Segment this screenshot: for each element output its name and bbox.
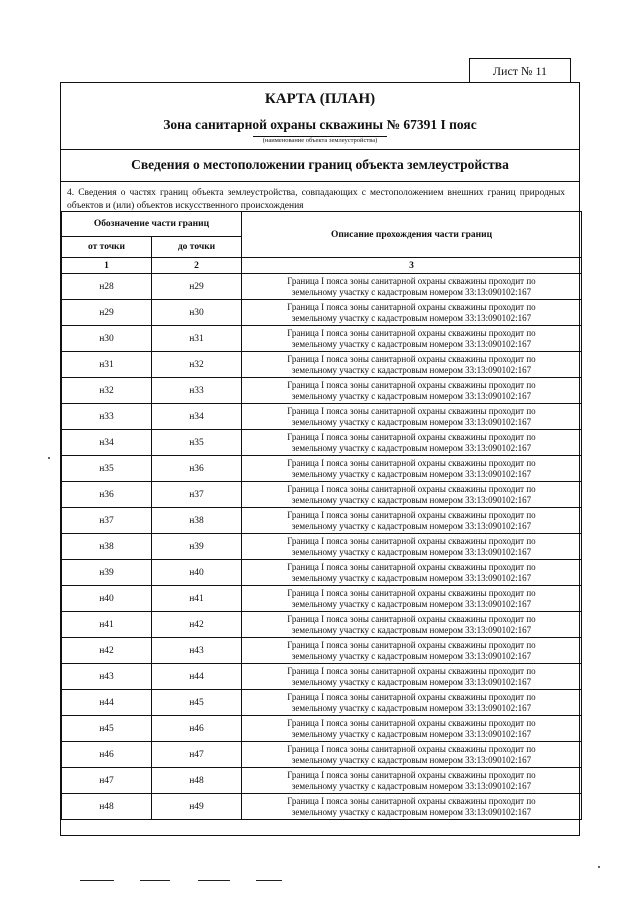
to-point: н49 [152,794,242,820]
from-point: н48 [62,794,152,820]
description-line-2: земельному участку с кадастровым номером 33:13:090102:167 [291,780,532,791]
table-row [62,456,582,482]
to-header: до точки [152,237,242,258]
table-row [62,378,582,404]
from-point: н32 [62,378,152,404]
description-line-1: Граница I пояса зоны санитарной охраны скважины проходит по [287,535,536,546]
desc-header: Описание прохождения части границ [242,212,582,258]
description-line-1: Граница I пояса зоны санитарной охраны скважины проходит по [287,691,536,702]
from-point: н39 [62,560,152,586]
table-row [62,352,582,378]
scan-mark [140,880,170,881]
description-line-2: земельному участку с кадастровым номером 33:13:090102:167 [291,364,532,375]
table-row [62,716,582,742]
description-line-2: земельному участку с кадастровым номером 33:13:090102:167 [291,702,532,713]
to-point: н44 [152,664,242,690]
page-subtitle: Зона санитарной охраны скважины № 67391 I пояс [163,117,477,132]
object-caption-text: (наименование объекта землеустройства) [253,136,388,144]
scan-mark [80,880,114,881]
group-header: Обозначение части границ [62,212,242,237]
col-number: 1 [62,258,152,274]
table-row [62,326,582,352]
boundary-description [242,508,582,534]
from-point: н33 [62,404,152,430]
description-line-2: земельному участку с кадастровым номером 33:13:090102:167 [291,338,532,349]
from-header: от точки [62,237,152,258]
description-line-1: Граница I пояса зоны санитарной охраны скважины проходит по [287,717,536,728]
boundary-description [242,300,582,326]
description-line-1: Граница I пояса зоны санитарной охраны скважины проходит по [287,405,536,416]
boundary-description [242,352,582,378]
scan-mark [198,880,230,881]
boundary-description [242,768,582,794]
description-line-1: Граница I пояса зоны санитарной охраны скважины проходит по [287,275,536,286]
from-point: н35 [62,456,152,482]
description-line-1: Граница I пояса зоны санитарной охраны скважины проходит по [287,431,536,442]
description-line-1: Граница I пояса зоны санитарной охраны скважины проходит по [287,561,536,572]
table-row [62,664,582,690]
to-point: н29 [152,274,242,300]
to-point: н42 [152,612,242,638]
from-point: н44 [62,690,152,716]
description-line-2: земельному участку с кадастровым номером 33:13:090102:167 [291,624,532,635]
boundary-description [242,742,582,768]
table-row [62,560,582,586]
description-line-2: земельному участку с кадастровым номером 33:13:090102:167 [291,416,532,427]
description-line-1: Граница I пояса зоны санитарной охраны скважины проходит по [287,301,536,312]
description-line-1: Граница I пояса зоны санитарной охраны скважины проходит по [287,795,536,806]
description-line-1: Граница I пояса зоны санитарной охраны скважины проходит по [287,743,536,754]
object-caption [61,137,579,145]
description-line-1: Граница I пояса зоны санитарной охраны скважины проходит по [287,483,536,494]
description-line-2: земельному участку с кадастровым номером 33:13:090102:167 [291,650,532,661]
to-point: н43 [152,638,242,664]
boundary-description [242,274,582,300]
description-line-1: Граница I пояса зоны санитарной охраны скважины проходит по [287,639,536,650]
to-point: н33 [152,378,242,404]
document-frame [60,82,580,836]
to-point: н41 [152,586,242,612]
boundary-description [242,794,582,820]
to-point: н32 [152,352,242,378]
to-point: н34 [152,404,242,430]
boundary-description [242,534,582,560]
description-line-2: земельному участку с кадастровым номером 33:13:090102:167 [291,494,532,505]
description-line-1: Граница I пояса зоны санитарной охраны скважины проходит по [287,587,536,598]
description-line-2: земельному участку с кадастровым номером 33:13:090102:167 [291,676,532,687]
to-point: н31 [152,326,242,352]
table-row [62,612,582,638]
from-point: н43 [62,664,152,690]
boundary-table [61,211,582,820]
to-point: н45 [152,690,242,716]
to-point: н35 [152,430,242,456]
boundary-description [242,404,582,430]
to-point: н48 [152,768,242,794]
description-line-2: земельному участку с кадастровым номером 33:13:090102:167 [291,520,532,531]
description-line-1: Граница I пояса зоны санитарной охраны скважины проходит по [287,379,536,390]
description-line-2: земельному участку с кадастровым номером 33:13:090102:167 [291,546,532,557]
table-row [62,508,582,534]
from-point: н38 [62,534,152,560]
col-number: 2 [152,258,242,274]
to-point: н30 [152,300,242,326]
from-point: н34 [62,430,152,456]
page-title: КАРТА (ПЛАН) [264,91,376,107]
to-point: н37 [152,482,242,508]
from-point: н40 [62,586,152,612]
boundary-description [242,638,582,664]
from-point: н36 [62,482,152,508]
boundary-description [242,482,582,508]
description-line-2: земельному участку с кадастровым номером 33:13:090102:167 [291,312,532,323]
from-point: н42 [62,638,152,664]
boundary-description [242,586,582,612]
boundary-description [242,430,582,456]
scan-mark [256,880,282,881]
description-line-1: Граница I пояса зоны санитарной охраны скважины проходит по [287,613,536,624]
boundary-description [242,716,582,742]
description-line-2: земельному участку с кадастровым номером 33:13:090102:167 [291,468,532,479]
from-point: н37 [62,508,152,534]
from-point: н31 [62,352,152,378]
to-point: н46 [152,716,242,742]
description-line-1: Граница I пояса зоны санитарной охраны скважины проходит по [287,769,536,780]
to-point: н39 [152,534,242,560]
scan-dot [598,866,600,868]
to-point: н40 [152,560,242,586]
description-line-2: земельному участку с кадастровым номером 33:13:090102:167 [291,572,532,583]
from-point: н30 [62,326,152,352]
table-row [62,300,582,326]
from-point: н41 [62,612,152,638]
from-point: н45 [62,716,152,742]
boundary-description [242,326,582,352]
table-row [62,742,582,768]
table-row [62,430,582,456]
description-line-2: земельному участку с кадастровым номером 33:13:090102:167 [291,286,532,297]
boundary-description [242,664,582,690]
description-line-1: Граница I пояса зоны санитарной охраны скважины проходит по [287,327,536,338]
col-number: 3 [242,258,582,274]
boundary-description [242,690,582,716]
table-row [62,534,582,560]
boundary-description [242,560,582,586]
from-point: н46 [62,742,152,768]
to-point: н38 [152,508,242,534]
table-row [62,768,582,794]
sheet-number-label: Лист № 11 [492,63,548,78]
table-row [62,482,582,508]
from-point: н47 [62,768,152,794]
description-line-2: земельному участку с кадастровым номером 33:13:090102:167 [291,598,532,609]
table-row [62,404,582,430]
boundary-description [242,612,582,638]
table-row [62,794,582,820]
description-line-2: земельному участку с кадастровым номером 33:13:090102:167 [291,806,532,817]
table-row [62,586,582,612]
boundary-description [242,456,582,482]
description-line-2: земельному участку с кадастровым номером 33:13:090102:167 [291,728,532,739]
scan-dot [48,457,50,459]
to-point: н47 [152,742,242,768]
description-line-1: Граница I пояса зоны санитарной охраны скважины проходит по [287,353,536,364]
description-line-1: Граница I пояса зоны санитарной охраны скважины проходит по [287,457,536,468]
from-point: н28 [62,274,152,300]
table-row [62,690,582,716]
document-header [61,83,579,150]
sheet-number [469,58,571,83]
to-point: н36 [152,456,242,482]
description-line-1: Граница I пояса зоны санитарной охраны скважины проходит по [287,665,536,676]
description-line-2: земельному участку с кадастровым номером 33:13:090102:167 [291,442,532,453]
description-line-2: земельному участку с кадастровым номером 33:13:090102:167 [291,754,532,765]
description-line-1: Граница I пояса зоны санитарной охраны скважины проходит по [287,509,536,520]
table-row [62,274,582,300]
section-note: 4. Сведения о частях границ объекта землеустройства, совпадающих с местоположением внешних границ природных объектов и (или) объектов искусственного происхождения [67,188,565,211]
section-title: Сведения о местоположении границ объекта землеустройства [61,149,579,182]
description-line-2: земельному участку с кадастровым номером 33:13:090102:167 [291,390,532,401]
from-point: н29 [62,300,152,326]
table-row [62,638,582,664]
boundary-description [242,378,582,404]
